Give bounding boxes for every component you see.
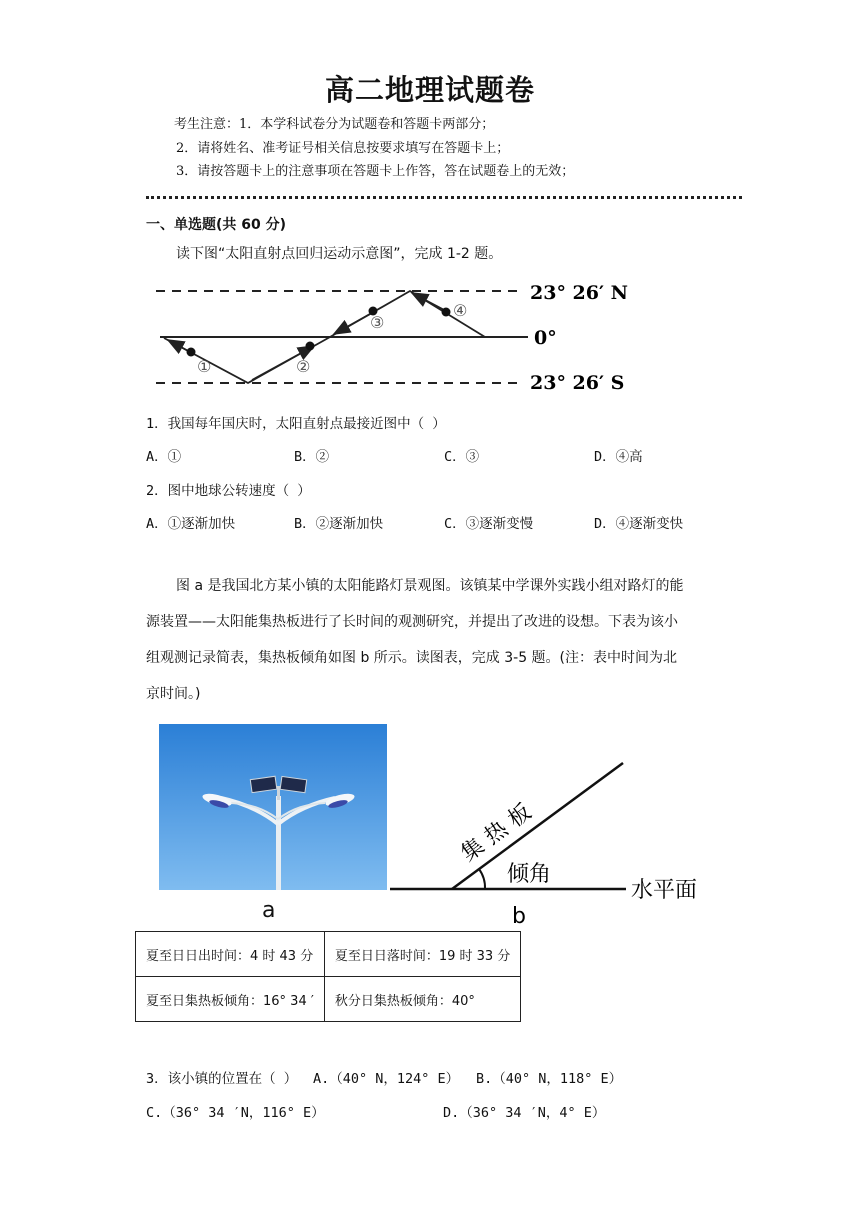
passage — [146, 568, 716, 712]
marker-3: ③ — [370, 313, 385, 332]
q3-option-a[interactable]: A.（40° N，124° E） — [313, 1071, 460, 1087]
street-lamp-photo — [159, 724, 387, 890]
q2-stem: 2．图中地球公转速度（ ） — [146, 483, 311, 499]
q3-option-c[interactable]: C.（36° 34 ′N，116° E） — [146, 1105, 325, 1121]
q2-option-d[interactable]: D．④逐渐变快 — [594, 516, 684, 532]
solar-panel-left — [250, 776, 277, 792]
notice-line-3: 3．请按答题卡上的注意事项在答题卡上作答，答在试题卷上的无效； — [176, 164, 575, 179]
lamp-pole — [276, 796, 281, 890]
label-23s: 23° 26′ S — [530, 372, 625, 392]
ground-label: 水平面 — [631, 878, 698, 903]
label-equator: 0° — [534, 327, 557, 349]
q3-option-b[interactable]: B.（40° N，118° E） — [476, 1071, 623, 1087]
table-cell: 夏至日集热板倾角：16° 34 ′ — [136, 977, 325, 1022]
marker-1: ① — [197, 357, 212, 376]
label-23n: 23° 26′ N — [530, 282, 628, 304]
marker-2: ② — [296, 357, 311, 376]
passage-line-4: 京时间。) — [146, 686, 201, 702]
page-title: 高二地理试题卷 — [324, 73, 535, 107]
q2-option-c[interactable]: C．③逐渐变慢 — [444, 516, 534, 532]
angle-arc — [479, 869, 485, 889]
q3-stem: 3．该小镇的位置在（ ） — [146, 1071, 298, 1087]
observation-table — [135, 931, 521, 1022]
q1-option-c[interactable]: C．③ — [444, 449, 480, 465]
q3-option-d[interactable]: D.（36° 34 ′N，4° E） — [443, 1105, 606, 1121]
solar-panel-right — [280, 776, 307, 792]
q1-stem: 1．我国每年国庆时，太阳直射点最接近图中（ ） — [146, 416, 446, 432]
notice-line-1: 考生注意：1．本学科试卷分为试题卷和答题卡两部分； — [174, 117, 495, 132]
marker-4: ④ — [453, 301, 468, 320]
notice-line-2: 2．请将姓名、准考证号相关信息按要求填写在答题卡上； — [176, 141, 510, 156]
panel-label: 集 热 板 — [456, 799, 537, 867]
point-4 — [442, 308, 451, 317]
q1-option-d[interactable]: D．④高 — [594, 449, 643, 465]
table-cell: 夏至日日出时间：4 时 43 分 — [136, 932, 325, 977]
passage-line-1: 图 a 是我国北方某小镇的太阳能路灯景观图。该镇某中学课外实践小组对路灯的能 — [176, 578, 684, 594]
intro-text: 读下图“太阳直射点回归运动示意图”，完成 1-2 题。 — [176, 246, 503, 262]
passage-line-3: 组观测记录简表，集热板倾角如图 b 所示。读图表，完成 3-5 题。(注：表中时间为北 — [146, 650, 678, 666]
table-row — [136, 977, 521, 1022]
section-heading: 一、单选题(共 60 分) — [146, 217, 287, 233]
passage-line-2: 源装置——太阳能集热板进行了长时间的观测研究，并提出了改进的设想。下表为该小 — [146, 614, 678, 630]
q1-option-a[interactable]: A．① — [146, 449, 182, 465]
dotted-divider — [146, 196, 742, 199]
point-1 — [187, 348, 196, 357]
solar-migration-diagram — [150, 276, 630, 392]
tilt-angle-diagram — [390, 760, 730, 930]
angle-label: 倾角 — [507, 862, 552, 887]
q2-option-a[interactable]: A．①逐渐加快 — [146, 516, 236, 532]
figure-a-label: a — [262, 898, 276, 923]
q2-option-b[interactable]: B．②逐渐加快 — [294, 516, 384, 532]
q1-option-b[interactable]: B．② — [294, 449, 330, 465]
figure-b-label: b — [512, 904, 526, 929]
table-row — [136, 932, 521, 977]
table-cell: 夏至日日落时间：19 时 33 分 — [324, 932, 520, 977]
table-cell: 秋分日集热板倾角：40° — [324, 977, 520, 1022]
point-2 — [306, 342, 315, 351]
